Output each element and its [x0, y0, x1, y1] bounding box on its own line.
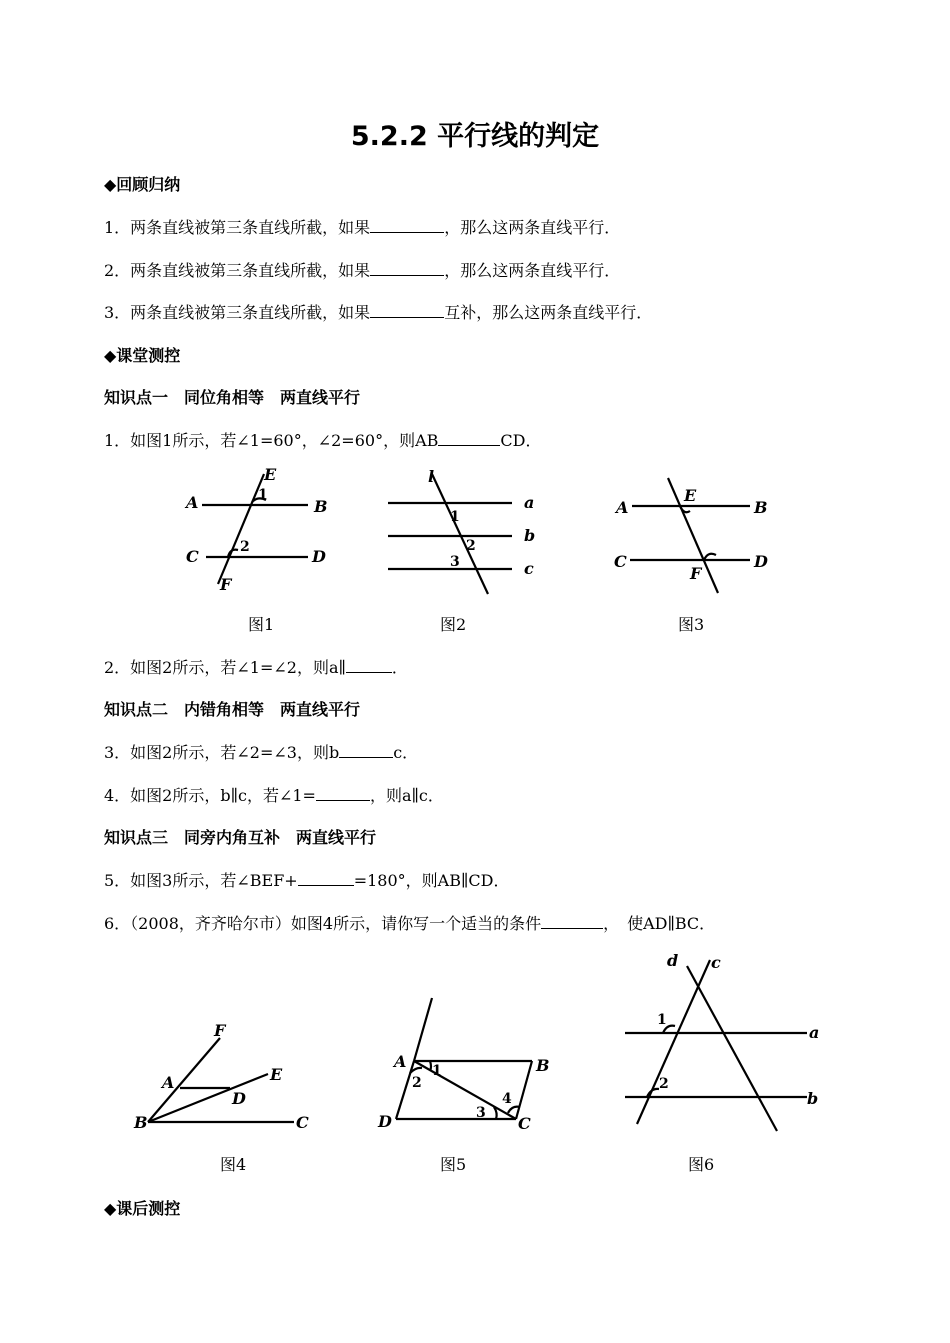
question-text: 6．（2008，齐齐哈尔市）如图4所示，请你写一个适当的条件 [104, 914, 542, 933]
figure-1 [180, 462, 340, 597]
question-text: ，那么这两条直线平行． [444, 218, 621, 237]
figure-2 [380, 462, 550, 602]
answer-blank[interactable] [370, 261, 444, 276]
angle-2-label: 2 [659, 1076, 669, 1092]
label-c: c [711, 953, 721, 972]
question-text: c． [393, 743, 419, 762]
label-a: A [162, 1073, 175, 1092]
label-b: b [807, 1089, 819, 1108]
answer-blank[interactable] [541, 914, 603, 929]
label-d: D [232, 1089, 246, 1108]
label-e: E [684, 486, 697, 505]
angle-2-label: 2 [240, 539, 250, 555]
section-classroom-heading: ◆课堂测控 [104, 346, 181, 365]
angle-2-label: 2 [412, 1075, 422, 1091]
figure-2-caption: 图2 [440, 615, 467, 634]
question-text: 3．两条直线被第三条直线所截，如果 [104, 303, 371, 322]
label-b: B [134, 1113, 148, 1132]
review-question-2 [104, 258, 620, 281]
class-question-1 [104, 428, 541, 451]
angle-2-label: 2 [466, 538, 476, 554]
label-e: E [264, 465, 277, 484]
line-d [687, 966, 777, 1131]
question-text: 4．如图2所示，b∥c，若∠1= [104, 786, 316, 805]
class-question-6 [104, 911, 715, 934]
diagonal-ac [414, 1061, 516, 1119]
answer-blank[interactable] [339, 743, 393, 758]
label-b: b [524, 526, 536, 545]
question-text: 1．如图1所示，若∠1=60°，∠2=60°，则AB [104, 431, 439, 450]
ray-extension [414, 998, 432, 1061]
label-a: a [524, 493, 535, 512]
figure-4-caption: 图4 [220, 1155, 247, 1174]
label-c: C [186, 547, 199, 566]
class-question-3 [104, 740, 418, 763]
question-text: 2．如图2所示，若∠1=∠2，则a∥ [104, 658, 346, 677]
question-text: ，那么这两条直线平行． [444, 261, 621, 280]
label-l: l [428, 467, 435, 486]
line-c [637, 960, 710, 1124]
knowledge-point-1: 知识点一 同位角相等 两直线平行 [104, 388, 361, 407]
label-a: A [616, 498, 629, 517]
answer-blank[interactable] [370, 218, 444, 233]
label-a: A [186, 493, 199, 512]
answer-blank[interactable] [370, 303, 444, 318]
angle-1-label: 1 [258, 487, 268, 503]
question-text: 5．如图3所示，若∠BEF+ [104, 871, 298, 890]
label-d: D [754, 552, 768, 571]
figure-5-caption: 图5 [440, 1155, 467, 1174]
figure-3 [610, 475, 780, 600]
ray-bf [148, 1038, 220, 1122]
label-f: F [690, 564, 702, 583]
answer-blank[interactable] [346, 658, 392, 673]
label-c: c [524, 559, 534, 578]
label-f: F [214, 1021, 226, 1040]
question-text: 2．两条直线被第三条直线所截，如果 [104, 261, 371, 280]
figure-4 [130, 1018, 320, 1138]
label-a: a [809, 1023, 820, 1042]
knowledge-point-2: 知识点二 内错角相等 两直线平行 [104, 700, 361, 719]
line-l [432, 474, 488, 594]
label-e: E [270, 1065, 283, 1084]
review-question-3 [104, 300, 652, 323]
answer-blank[interactable] [438, 431, 500, 446]
question-text: ，则a∥c． [369, 786, 444, 805]
figure-1-caption: 图1 [248, 615, 275, 634]
segment-bc [516, 1061, 532, 1119]
label-c: C [296, 1113, 309, 1132]
question-text: CD． [500, 431, 542, 450]
page-title: 5.2.2 平行线的判定 [350, 121, 600, 152]
review-question-1 [104, 215, 620, 238]
label-c: C [614, 552, 627, 571]
question-text: 1．两条直线被第三条直线所截，如果 [104, 218, 371, 237]
answer-blank[interactable] [316, 786, 370, 801]
class-question-4 [104, 783, 444, 806]
figure-6-caption: 图6 [688, 1155, 715, 1174]
figure-3-caption: 图3 [678, 615, 705, 634]
angle-3-arc [494, 1107, 497, 1119]
angle-2-arc [647, 1089, 659, 1097]
label-b: B [536, 1056, 550, 1075]
angle-1-label: 1 [657, 1012, 667, 1028]
label-a: A [394, 1052, 407, 1071]
knowledge-point-3: 知识点三 同旁内角互补 两直线平行 [104, 828, 377, 847]
label-d: D [312, 547, 326, 566]
class-question-2 [104, 655, 408, 678]
label-d: d [667, 951, 679, 970]
class-question-5 [104, 868, 509, 891]
angle-3-label: 3 [476, 1105, 486, 1121]
figure-6 [615, 948, 835, 1138]
section-after-class-heading: ◆课后测控 [104, 1199, 181, 1218]
answer-blank[interactable] [298, 871, 354, 886]
label-b: B [754, 498, 768, 517]
question-text: ， 使AD∥BC． [603, 914, 716, 933]
angle-4-label: 4 [502, 1091, 512, 1107]
figure-5 [370, 995, 560, 1135]
question-text: ． [391, 658, 408, 677]
question-text: 互补，那么这两条直线平行． [444, 303, 653, 322]
angle-1-label: 1 [432, 1063, 442, 1079]
section-review-heading: ◆回顾归纳 [104, 175, 181, 194]
label-b: B [314, 497, 328, 516]
question-text: =180°，则AB∥CD． [353, 871, 510, 890]
angle-3-label: 3 [450, 554, 460, 570]
label-f: F [220, 575, 232, 594]
angle-1-arc [430, 1061, 431, 1071]
label-d: D [378, 1112, 392, 1131]
question-text: 3．如图2所示，若∠2=∠3，则b [104, 743, 340, 762]
angle-1-label: 1 [450, 509, 460, 525]
label-c: C [518, 1114, 531, 1133]
